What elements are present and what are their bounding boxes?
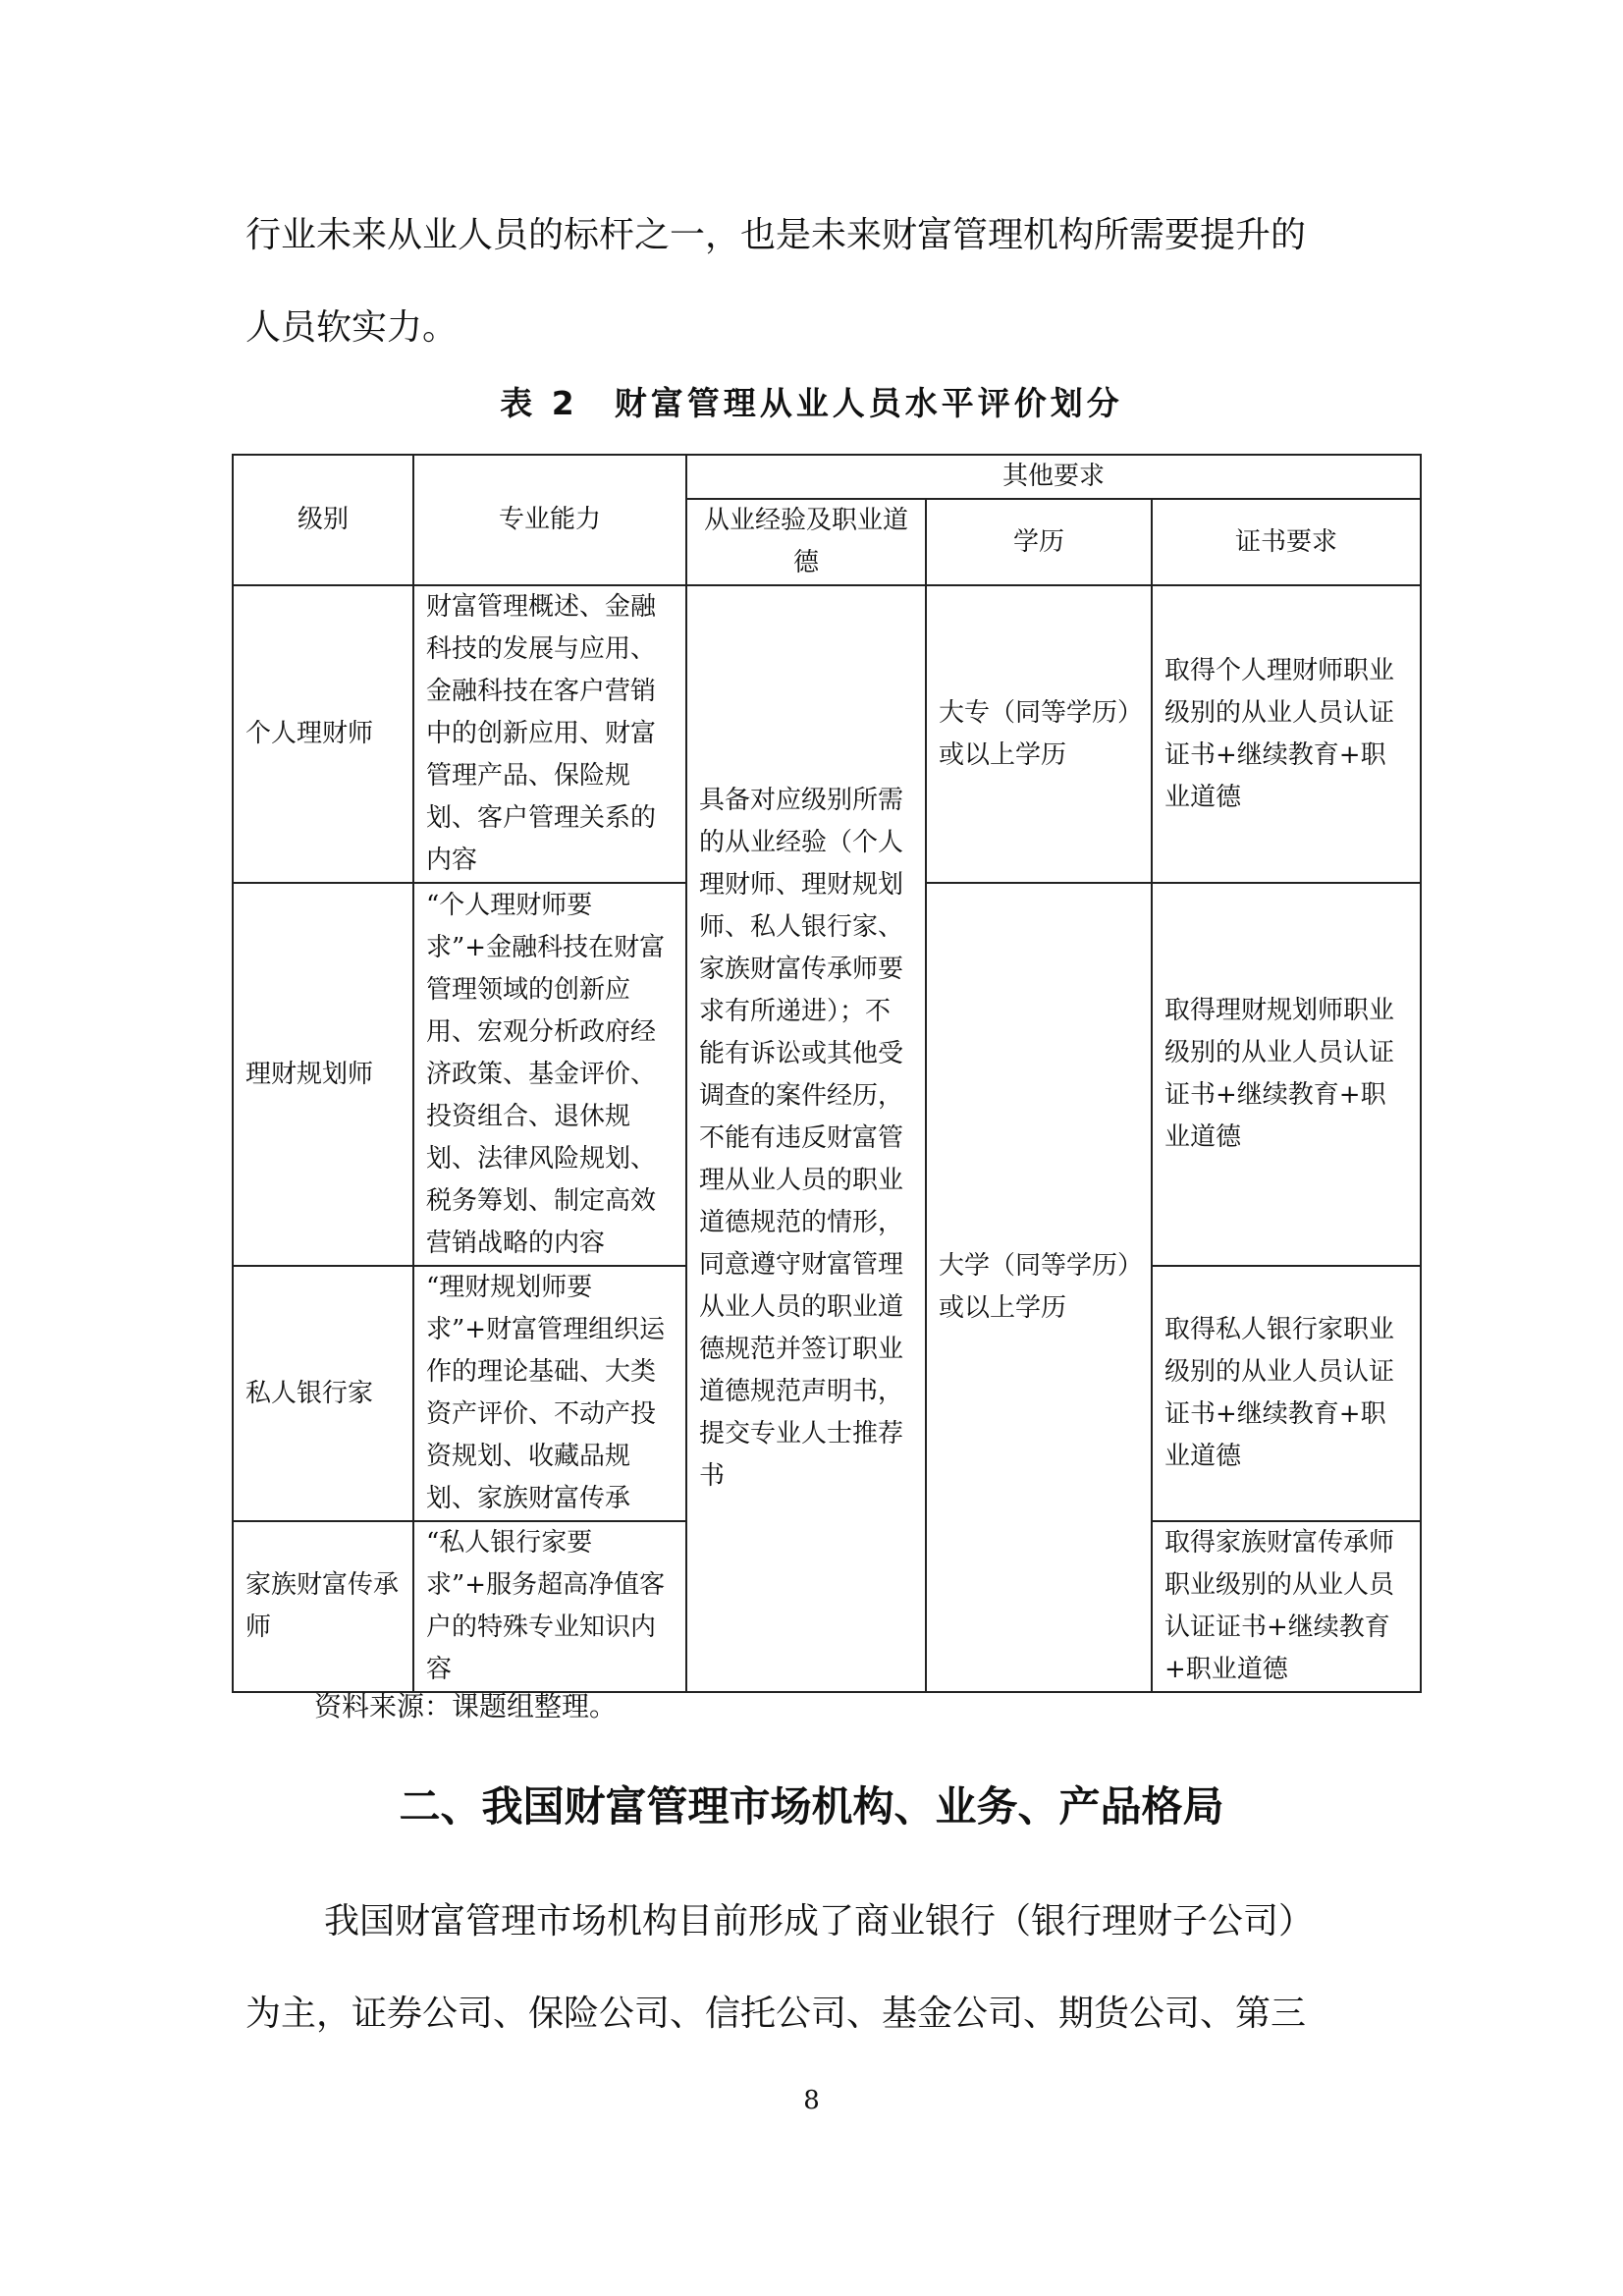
cell-level: 家族财富传承师 [233, 1521, 413, 1692]
cell-certificate: 取得个人理财师职业级别的从业人员认证证书+继续教育+职业道德 [1152, 585, 1421, 883]
cell-certificate: 取得家族财富传承师职业级别的从业人员认证证书+继续教育+职业道德 [1152, 1521, 1421, 1692]
paragraph-line: 人员软实力。 [245, 307, 459, 348]
cell-competency: “理财规划师要求”+财富管理组织运作的理论基础、大类资产评价、不动产投资规划、收藏品规划、家族财富传承 [413, 1266, 686, 1521]
table-row [233, 585, 1421, 883]
header-experience: 从业经验及职业道德 [686, 499, 926, 585]
cell-competency: “私人银行家要求”+服务超高净值客户的特殊专业知识内容 [413, 1521, 686, 1692]
paragraph-line: 我国财富管理市场机构目前形成了商业银行（银行理财子公司） [324, 1901, 1315, 1941]
cell-level: 私人银行家 [233, 1266, 413, 1521]
body-paragraph-top [245, 190, 1384, 374]
evaluation-table [232, 454, 1422, 1693]
cell-competency: 财富管理概述、金融科技的发展与应用、金融科技在客户营销中的创新应用、财富管理产品、保险规划、客户管理关系的内容 [413, 585, 686, 883]
paragraph-line: 行业未来从业人员的标杆之一，也是未来财富管理机构所需要提升的 [245, 215, 1307, 255]
cell-level: 个人理财师 [233, 585, 413, 883]
cell-education: 大学（同等学历）或以上学历 [926, 883, 1152, 1692]
body-paragraph-bottom [245, 1876, 1384, 2060]
header-certificate: 证书要求 [1152, 499, 1421, 585]
table-caption: 表 2 财富管理从业人员水平评价划分 [500, 384, 1123, 422]
source-note: 资料来源：课题组整理。 [314, 1690, 618, 1722]
header-level: 级别 [233, 455, 413, 585]
header-education: 学历 [926, 499, 1152, 585]
cell-education: 大专（同等学历）或以上学历 [926, 585, 1152, 883]
cell-certificate: 取得私人银行家职业级别的从业人员认证证书+继续教育+职业道德 [1152, 1266, 1421, 1521]
header-competency: 专业能力 [413, 455, 686, 585]
header-other-requirements: 其他要求 [686, 455, 1421, 499]
section-heading: 二、我国财富管理市场机构、业务、产品格局 [399, 1782, 1224, 1831]
cell-experience-ethics: 具备对应级别所需的从业经验（个人理财师、理财规划师、私人银行家、家族财富传承师要求有所递进）；不能有诉讼或其他受调查的案件经历，不能有违反财富管理从业人员的职业道德规范的情形，同意遵守财富管理从业人员的职业道德规范并签订职业道德规范声明书，提交专业人士推荐书 [686, 585, 926, 1692]
paragraph-line: 为主，证券公司、保险公司、信托公司、基金公司、期货公司、第三 [245, 1994, 1307, 2034]
cell-certificate: 取得理财规划师职业级别的从业人员认证证书+继续教育+职业道德 [1152, 883, 1421, 1266]
cell-competency: “个人理财师要求”+金融科技在财富管理领域的创新应用、宏观分析政府经济政策、基金评价、投资组合、退休规划、法律风险规划、税务筹划、制定高效营销战略的内容 [413, 883, 686, 1266]
page-number: 8 [803, 2086, 820, 2115]
cell-level: 理财规划师 [233, 883, 413, 1266]
